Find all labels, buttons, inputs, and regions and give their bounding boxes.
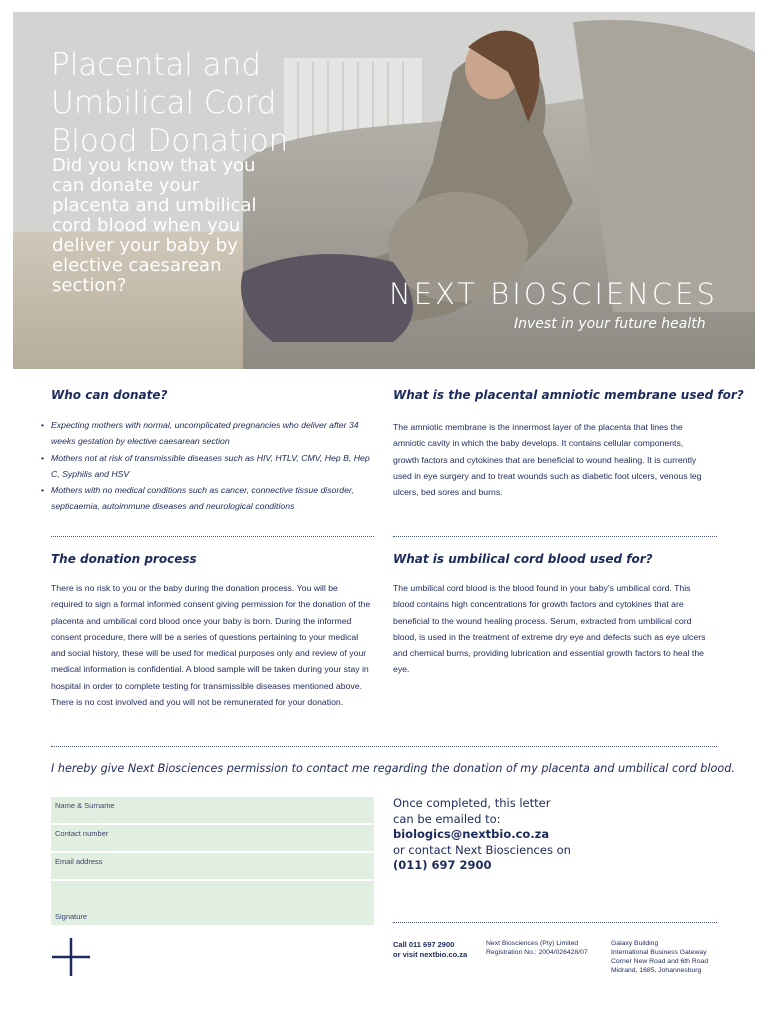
footer-company [486, 939, 606, 957]
divider [393, 922, 717, 923]
contact-email-link[interactable]: biologics@nextbio.co.za [393, 827, 550, 841]
name-label: Name & Surname [55, 801, 115, 810]
signature-label: Signature [55, 912, 88, 921]
divider [51, 536, 374, 537]
contact-phone[interactable]: (011) 697 2900 [393, 858, 492, 872]
contact-number-field[interactable] [51, 825, 374, 853]
address-line: Midrand, 1685, Johannesburg [611, 967, 702, 974]
process-heading: The donation process [51, 552, 197, 566]
address-line: Corner New Road and 6th Road [611, 958, 709, 965]
hero-banner [13, 12, 755, 369]
process-text: There is no risk to you or the baby during the donation process. You will be required to sign a formal informed consent giving permission for the donation of the placenta and umbilical cord blood once your baby is born. During the informed consent procedure, there will be a series of questions pertaining to your medical and social history, these will be used for medical purposes only and review of your medical information is confidential. A blood sample will be taken during your stay in hospital in order to complete testing for transmissible diseases mentioned above. There is no cost involved and you will not be remunerated for your donation. [51, 583, 371, 708]
permission-statement: I hereby give Next Biosciences permission to contact me regarding the donation of my placenta and umbilical cord blood. [51, 762, 735, 775]
cord-text: The umbilical cord blood is the blood found in your baby's umbilical cord. This blood contains high concentrations for growth factors and cytokines that are beneficial to the wound healing process. Serum, extracted from umbilical cord blood, is used in the treatment of extreme dry eye and defects such as eye ulcers and chemical burns, providing lubrication and essential growth factors to heal the eye. [393, 583, 706, 675]
cord-heading: What is umbilical cord blood used for? [393, 552, 653, 566]
plus-icon [52, 938, 90, 976]
contact-line: Once completed, this letter [393, 796, 551, 810]
company-name: Next Biosciences (Pty) Limited [486, 940, 579, 947]
contact-info [393, 796, 643, 874]
who-heading: Who can donate? [51, 388, 168, 402]
membrane-text: The amniotic membrane is the innermost layer of the placenta that lines the amniotic cavity in which the baby develops. It contains cellular components, growth factors and cytokines that are beneficial to wound healing. It is currently used in eye surgery and to treat wounds such as diabetic foot ulcers, venous leg ulcers, bed sores and burns. [393, 422, 702, 498]
address-line: Galaxy Building [611, 940, 659, 947]
registration-number: Registration No.: 2004/026428/07 [486, 949, 588, 956]
signature-field[interactable] [51, 881, 374, 927]
footer-website[interactable]: or visit nextbio.co.za [393, 950, 468, 959]
contact-line: or contact Next Biosciences on [393, 842, 571, 857]
list-item: • Mothers not at risk of transmissible diseases such as HIV, HTLV, CMV, Hep B, Hep C, Syphilis and HSV [43, 450, 373, 483]
address-line: International Business Gateway [611, 949, 707, 956]
hero-subtitle: Did you know that you can donate your placenta and umbilical cord blood when you deliver your baby by elective caesarean section? [52, 155, 257, 296]
membrane-heading: What is the placental amniotic membrane used for? [393, 388, 744, 402]
email-field[interactable] [51, 853, 374, 881]
who-list [43, 417, 373, 515]
list-item: • Mothers with no medical conditions such as cancer, connective tissue disorder, septicaemia, autoimmune diseases and neurological conditions [43, 482, 373, 515]
brand-logo: NEXT BIOSCIENCES [389, 277, 718, 311]
contact-line: can be emailed to: [393, 811, 501, 826]
divider [393, 536, 717, 537]
name-field[interactable] [51, 797, 374, 825]
divider [51, 746, 717, 747]
hero-title: Placental and Umbilical Cord Blood Donation [51, 47, 289, 159]
footer-call [393, 940, 483, 960]
footer-address [611, 939, 731, 975]
email-label: Email address [55, 857, 103, 866]
list-item: • Expecting mothers with normal, uncomplicated pregnancies who deliver after 34 weeks gestation by elective caesarean section [43, 417, 373, 450]
contact-number-label: Contact number [55, 829, 109, 838]
consent-form [51, 797, 374, 927]
footer-phone[interactable]: Call 011 697 2900 [393, 940, 455, 949]
brand-tagline: Invest in your future health [514, 316, 706, 332]
